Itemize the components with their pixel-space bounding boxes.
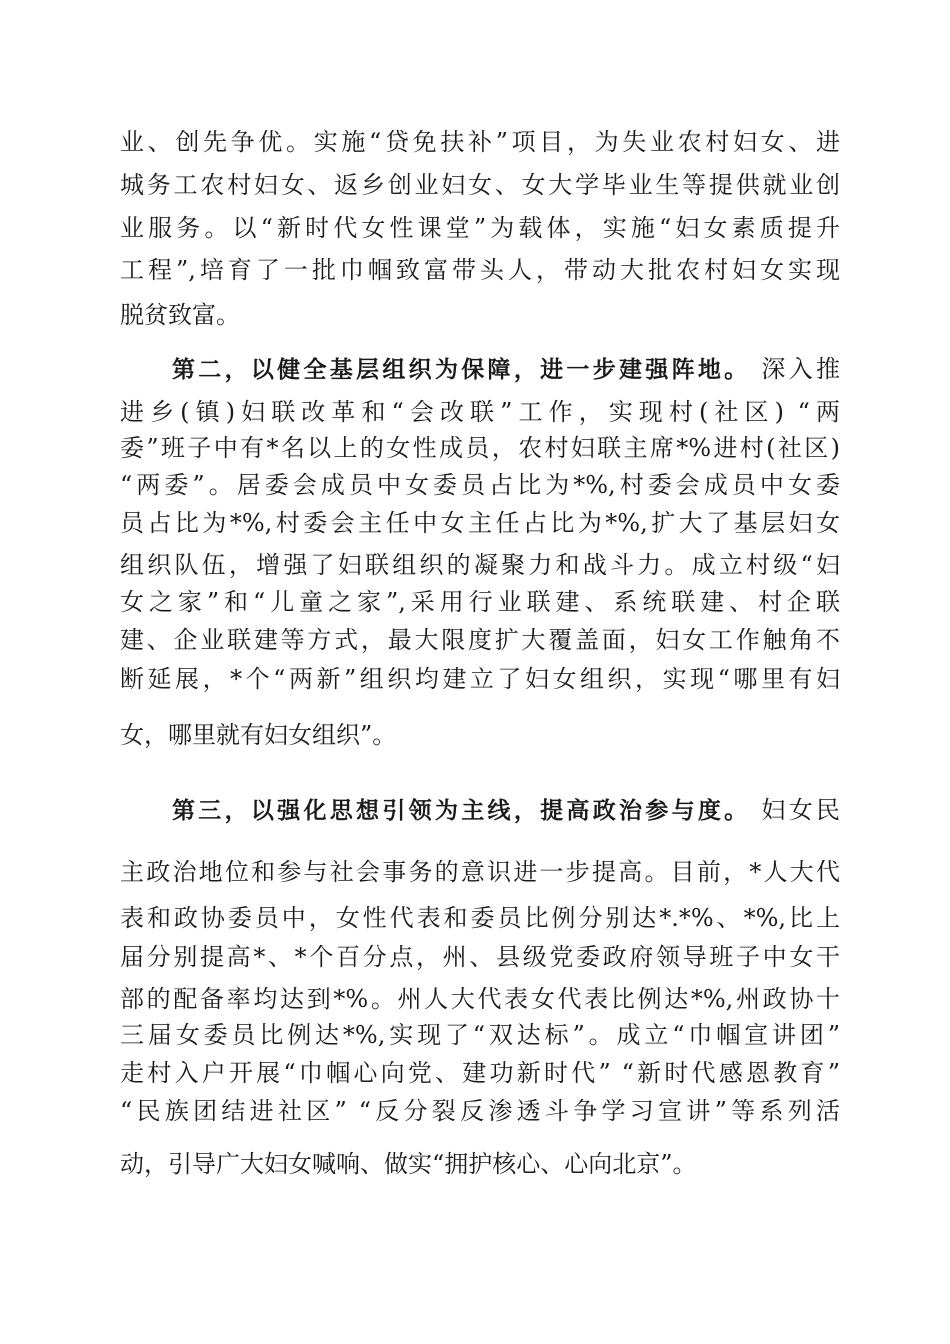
paragraph-2-line-8: 断延展，*个“两新”组织均建立了妇女组织，实现“哪里有妇	[120, 665, 840, 693]
paragraph-2-line-3: “两委”。居委会成员中女委员占比为*%,村委会成员中女委	[120, 471, 840, 499]
paragraph-3-line-1: 主政治地位和参与社会事务的意识进一步提高。目前，*人大代	[120, 858, 840, 886]
paragraph-3-line-2: 表和政协委员中，女性代表和委员比例分别达*.*%、*%,比上	[120, 904, 840, 932]
paragraph-3-line-4: 部的配备率均达到*%。州人大代表女代表比例达*%,州政协十	[120, 985, 840, 1013]
paragraph-2-line-9: 女，哪里就有妇女组织”。	[120, 721, 397, 749]
paragraph-1-line-1: 业、创先争优。实施“贷免扶补”项目，为失业农村妇女、进	[120, 128, 840, 156]
paragraph-3-heading: 第三，以强化思想引领为主线，提高政治参与度。	[172, 798, 751, 824]
paragraph-1-line-2: 城务工农村妇女、返乡创业妇女、女大学毕业生等提供就业创	[120, 171, 840, 199]
paragraph-3-first-tail: 妇女民	[761, 796, 841, 824]
paragraph-2-line-6: 女之家”和“儿童之家”,采用行业联建、系统联建、村企联	[120, 588, 840, 616]
paragraph-3-first-line	[172, 793, 840, 828]
paragraph-1-line-5: 脱贫致富。	[120, 301, 240, 329]
paragraph-2-first-line	[172, 352, 840, 387]
paragraph-3-line-8: 动，引导广大妇女喊响、做实“拥护核心、心向北京”。	[120, 1150, 697, 1178]
paragraph-2-line-2: 委”班子中有*名以上的女性成员，农村妇联主席*%进村(社区)	[120, 434, 840, 462]
paragraph-2-line-7: 建、企业联建等方式，最大限度扩大覆盖面，妇女工作触角不	[120, 626, 840, 654]
paragraph-1-line-4: 工程”,培育了一批巾帼致富带头人，带动大批农村妇女实现	[120, 256, 840, 284]
paragraph-3-line-6: 走村入户开展“巾帼心向党、建功新时代” “新时代感恩教育”	[120, 1059, 840, 1087]
paragraph-2-heading: 第二，以健全基层组织为保障，进一步建强阵地。	[172, 357, 751, 383]
paragraph-1-line-3: 业服务。以“新时代女性课堂”为载体，实施“妇女素质提升	[120, 214, 840, 242]
paragraph-2-line-5: 组织队伍，增强了妇联组织的凝聚力和战斗力。成立村级“妇	[120, 551, 840, 579]
paragraph-2-line-1: 进乡(镇)妇联改革和“会改联”工作，实现村(社区) “两	[120, 398, 840, 426]
paragraph-3-line-3: 届分别提高*、*个百分点，州、县级党委政府领导班子中女干	[120, 943, 840, 971]
paragraph-3-line-5: 三届女委员比例达*%,实现了“双达标”。成立“巾帼宣讲团”	[120, 1021, 840, 1049]
paragraph-2-line-4: 员占比为*%,村委会主任中女主任占比为*%,扩大了基层妇女	[120, 509, 840, 537]
paragraph-3-line-7: “民族团结进社区” “反分裂反渗透斗争学习宣讲”等系列活	[120, 1097, 840, 1125]
paragraph-2-first-tail: 深入推	[761, 355, 841, 383]
